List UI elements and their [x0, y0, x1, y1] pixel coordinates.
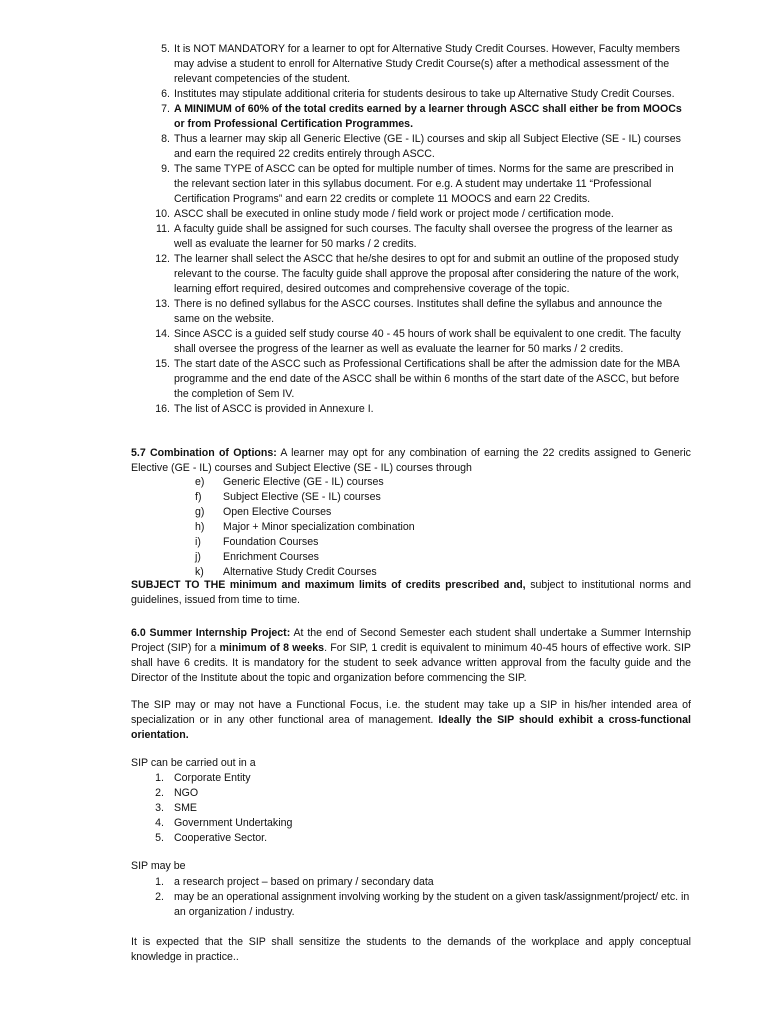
item-text: Foundation Courses — [223, 536, 319, 548]
item-text: The start date of the ASCC such as Professional Certifications shall be after the admission date for the MBA programme and the end date of the ASCC shall be within 6 months of the start date of the ASCC, but before the completion of Sem IV. — [174, 358, 680, 400]
item-text: It is NOT MANDATORY for a learner to opt for Alternative Study Credit Courses. However, Faculty members may advise a student to enroll for Alternative Study Credit Course(s) after a methodical assessment of the relevant competencies of the student. — [174, 43, 680, 85]
list-item — [150, 222, 690, 252]
item-text: Generic Elective (GE - IL) courses — [223, 476, 384, 488]
list-item — [195, 505, 415, 520]
list-item — [195, 490, 415, 505]
item-text: Subject Elective (SE - IL) courses — [223, 491, 381, 503]
options-list — [195, 475, 415, 580]
list-item — [150, 102, 690, 132]
item-number: 8. — [161, 133, 170, 145]
list-item — [150, 831, 695, 846]
list-item — [150, 402, 690, 417]
item-number: 12. — [155, 253, 170, 265]
item-text: Government Undertaking — [174, 817, 293, 829]
item-text: A faculty guide shall be assigned for such courses. The faculty shall oversee the progress of the learner as well as evaluate the learner for 50 marks / 2 credits. — [174, 223, 673, 250]
list-item — [150, 87, 690, 102]
item-text: Thus a learner may skip all Generic Elective (GE - IL) courses and skip all Subject Elective (SE - IL) courses and earn the required 22 credits entirely through ASCC. — [174, 133, 681, 160]
item-text: There is no defined syllabus for the ASCC courses. Institutes shall define the syllabus and announce the same on the website. — [174, 298, 663, 325]
bold-text: minimum of 8 weeks — [219, 642, 325, 654]
item-number: 3. — [155, 802, 164, 814]
sip-entity-list — [150, 771, 695, 846]
list-item — [150, 162, 690, 207]
list-item — [150, 357, 690, 402]
list-item — [150, 875, 695, 890]
list-item — [150, 42, 690, 87]
sip-expected-paragraph: It is expected that the SIP shall sensitize the students to the demands of the workplace and apply conceptual knowledge in practice.. — [131, 936, 691, 963]
item-text: Enrichment Courses — [223, 551, 319, 563]
paragraph-text: A learner may opt for any combination of earning the 22 credits assigned to Generic Elective (GE - IL) courses and Subject Elective (SE - IL) courses through — [131, 447, 691, 474]
item-text: Institutes may stipulate additional criteria for students desirous to take up Alternative Study Credit Courses. — [174, 88, 675, 100]
item-number: 14. — [155, 328, 170, 340]
item-text: A MINIMUM of 60% of the total credits earned by a learner through ASCC shall either be from MOOCs or from Professional Certification Programmes. — [174, 103, 682, 130]
item-text: may be an operational assignment involving working by the student on a given task/assignment/project/ etc. in an organization / industry. — [174, 891, 690, 918]
list-item — [195, 535, 415, 550]
item-number: 11. — [156, 223, 170, 235]
paragraph-text: The SIP may or may not have a Functional Focus, i.e. the student may take up a SIP in his/her intended area of specialization or in any other functional area of management. — [131, 699, 691, 726]
list-item — [150, 252, 690, 297]
item-number: 6. — [161, 88, 170, 100]
subject-paragraph — [131, 578, 691, 608]
item-number: 10. — [155, 208, 170, 220]
list-item — [150, 890, 695, 920]
list-item — [150, 786, 695, 801]
list-item — [150, 816, 695, 831]
item-text: Major + Minor specialization combination — [223, 521, 415, 533]
list-item — [195, 520, 415, 535]
item-number: 15. — [155, 358, 170, 370]
item-text: The same TYPE of ASCC can be opted for multiple number of times. Norms for the same are prescribed in the relevant section later in this syllabus document. For e.g. A student may undertake 11 “Professional Certification Programs” and earn 22 credits or complete 11 MOOCS and earn 22 Credits. — [174, 163, 674, 205]
item-text: The list of ASCC is provided in Annexure I. — [174, 403, 374, 415]
sip-focus-paragraph — [131, 698, 691, 743]
item-letter: j) — [195, 551, 201, 563]
list-item — [195, 550, 415, 565]
item-number: 7. — [161, 103, 170, 115]
sip-carried-intro: SIP can be carried out in a — [131, 757, 256, 769]
item-number: 1. — [155, 772, 164, 784]
paragraph-text: At the end of Second Semester each student shall undertake a Summer Internship Project (SIP) for a — [131, 627, 691, 654]
item-number: 2. — [155, 891, 164, 903]
item-number: 5. — [155, 832, 164, 844]
combination-paragraph — [131, 446, 691, 476]
sip-maybe-intro: SIP may be — [131, 860, 186, 872]
list-item — [150, 297, 690, 327]
item-letter: i) — [195, 536, 201, 548]
item-text: SME — [174, 802, 197, 814]
item-text: Cooperative Sector. — [174, 832, 268, 844]
list-item — [150, 207, 690, 222]
list-item — [195, 475, 415, 490]
sip-type-list — [150, 875, 695, 920]
list-item — [150, 327, 690, 357]
list-item — [150, 132, 690, 162]
item-text: ASCC shall be executed in online study mode / field work or project mode / certification mode. — [174, 208, 614, 220]
item-text: Since ASCC is a guided self study course 40 - 45 hours of work shall be equivalent to one credit. The faculty shall oversee the progress of the learner as well as evaluate the learner for 50 marks / 2 credits. — [174, 328, 681, 355]
item-letter: h) — [195, 521, 205, 533]
item-number: 2. — [155, 787, 164, 799]
paragraph-text: . For SIP, 1 credit is equivalent to minimum 40-45 hours of effective work. SIP shall have 6 credits. It is mandatory for the student to seek advance written approval from the faculty guide and the Director of the Institute about the topic and organization before commencing the SIP. — [131, 642, 691, 684]
section-heading: 6.0 Summer Internship Project: — [131, 627, 291, 639]
item-text: The learner shall select the ASCC that he/she desires to opt for and submit an outline of the proposed study relevant to the course. The faculty guide shall approve the proposal after considering the nature of the work, learning effort required, desired outcomes and comprehensive coverage of the topic. — [174, 253, 680, 295]
item-number: 4. — [155, 817, 164, 829]
section-heading: 5.7 Combination of Options: — [131, 447, 277, 459]
bold-text: Ideally the SIP should exhibit a cross-functional orientation. — [131, 714, 691, 741]
sip-paragraph — [131, 626, 691, 686]
item-text: Open Elective Courses — [223, 506, 332, 518]
item-number: 1. — [155, 876, 164, 888]
item-letter: e) — [195, 476, 205, 488]
item-letter: f) — [195, 491, 202, 503]
item-text: NGO — [174, 787, 199, 799]
item-number: 13. — [155, 298, 170, 310]
item-text: Corporate Entity — [174, 772, 251, 784]
ascc-rules-list — [150, 42, 690, 417]
item-letter: g) — [195, 506, 205, 518]
item-number: 9. — [161, 163, 170, 175]
item-number: 5. — [161, 43, 170, 55]
list-item — [150, 771, 695, 786]
item-number: 16. — [155, 403, 170, 415]
item-letter: k) — [195, 566, 204, 578]
list-item — [150, 801, 695, 816]
item-text: Alternative Study Credit Courses — [223, 566, 377, 578]
bold-text: SUBJECT TO THE minimum and maximum limits of credits prescribed and, — [131, 579, 526, 591]
paragraph-text: subject to institutional norms and guidelines, issued from time to time. — [131, 579, 691, 606]
item-text: a research project – based on primary / secondary data — [174, 876, 434, 888]
